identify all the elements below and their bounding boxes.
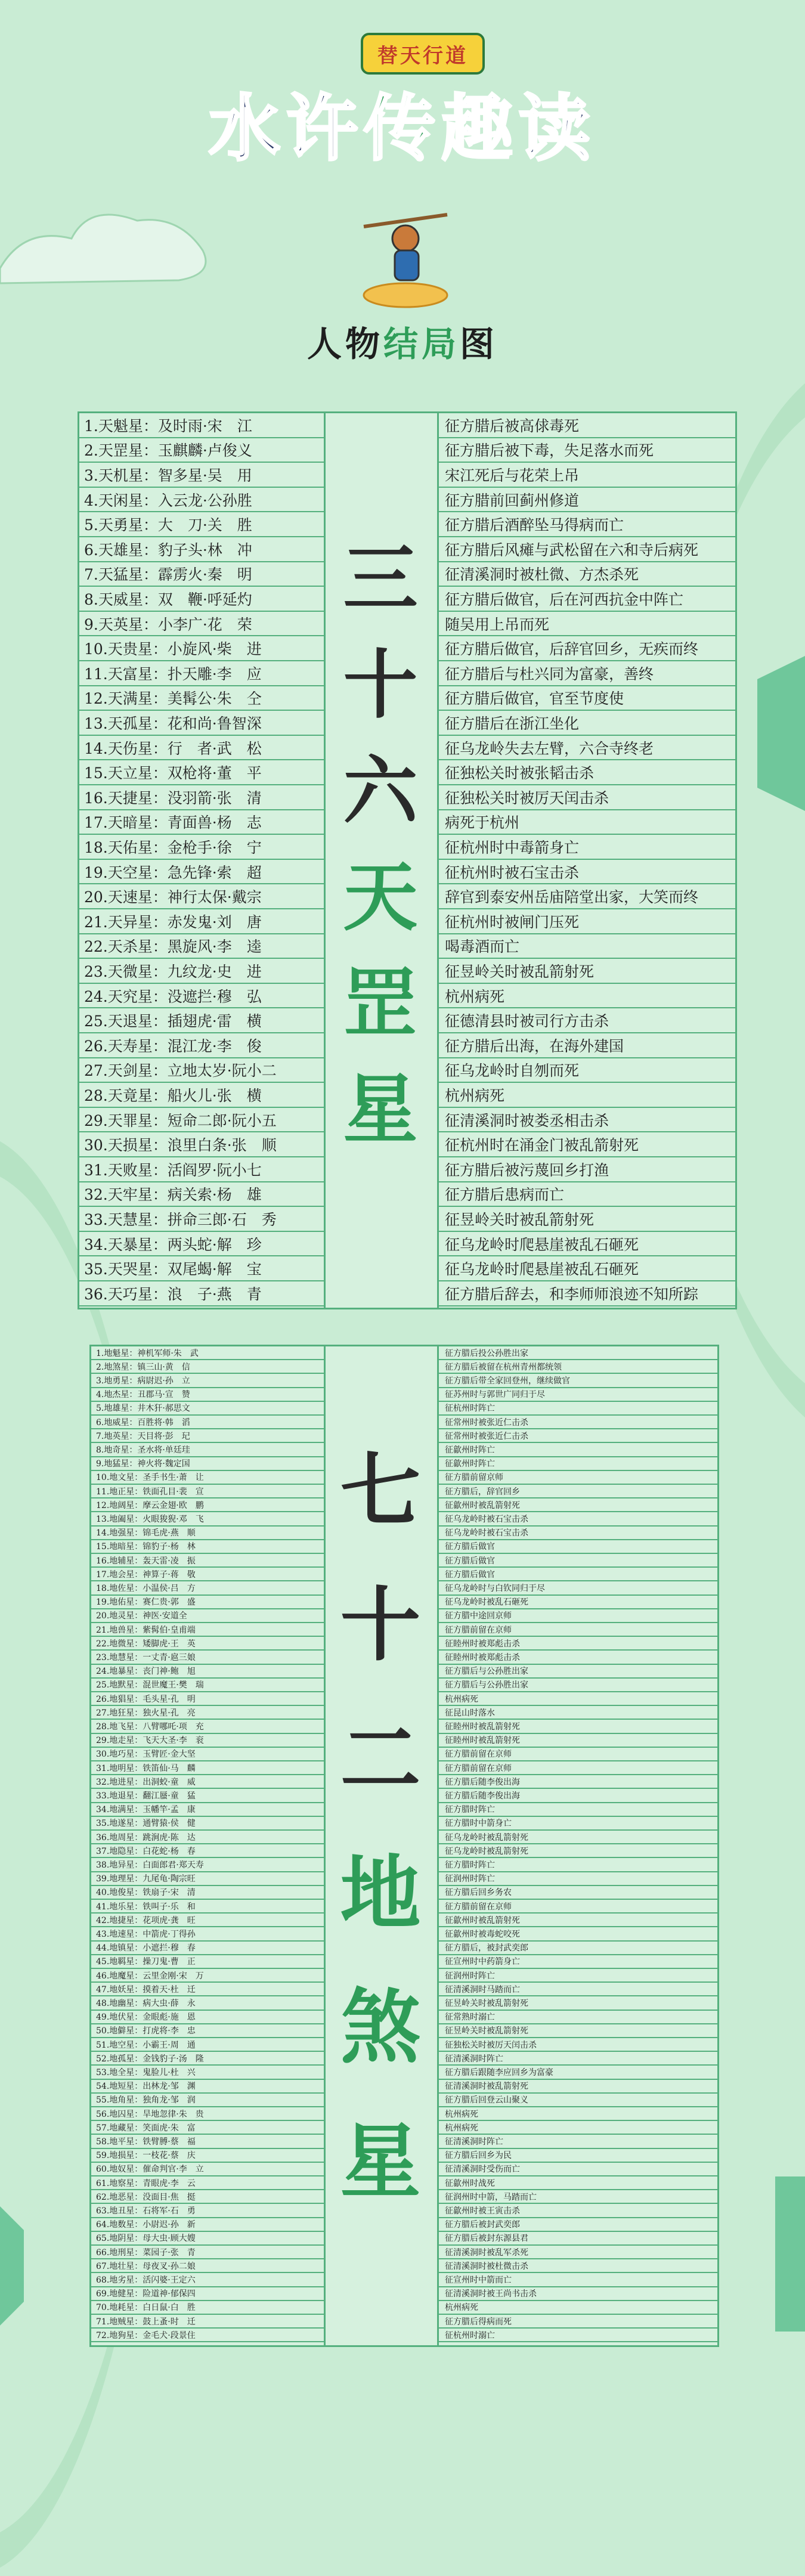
fate-cell: 征润州时阵亡 (439, 1969, 717, 1983)
fate-cell: 杭州病死 (439, 2107, 717, 2121)
fate-cell: 征方腊后在浙江坐化 (439, 711, 735, 736)
fate-cell: 随吴用上吊而死 (439, 612, 735, 637)
fate-cell: 征昱岭关时被乱箭射死 (439, 1996, 717, 2010)
fate-cell: 征方腊后被留在杭州青州都统领 (439, 1360, 717, 1374)
fate-cell: 病死于杭州 (439, 810, 735, 835)
fate-cell: 征方腊后做官，后在河西抗金中阵亡 (439, 587, 735, 612)
name-cell: 30.地巧星：玉臂匠·金大坚 (91, 1748, 324, 1761)
fate-cell: 征方腊后被高俅毒死 (439, 413, 735, 438)
name-cell: 63.地丑星：石将军·石 勇 (91, 2204, 324, 2218)
table-divider (324, 1346, 326, 2345)
name-cell: 51.地空星：小霸王·周 通 (91, 2038, 324, 2052)
name-cell: 7.天猛星：霹雳火·秦 明 (79, 562, 324, 587)
name-cell: 1.天魁星：及时雨·宋 江 (79, 413, 324, 438)
fate-cell: 征清溪洞时阵亡 (439, 2135, 717, 2148)
fate-cell: 征方腊后做官 (439, 1540, 717, 1554)
name-cell: 40.地俊星：铁扇子·宋 清 (91, 1886, 324, 1900)
fate-cell: 征方腊前留在京师 (439, 1748, 717, 1761)
tiangang-big-label: 三 十 六 天 罡 星 (343, 536, 418, 1153)
name-cell: 46.地魔星：云里金刚·宋 万 (91, 1969, 324, 1983)
name-cell: 52.地孤星：金钱豹子·汤 隆 (91, 2052, 324, 2066)
name-cell: 33.地退星：翻江蜃·童 猛 (91, 1789, 324, 1803)
fate-cell: 征方腊后，辞官回乡 (439, 1485, 717, 1498)
name-cell: 37.地隐星：白花蛇·杨 春 (91, 1844, 324, 1858)
fate-cell: 征方腊前留在京师 (439, 1623, 717, 1637)
fate-cell: 征昆山时落水 (439, 1706, 717, 1720)
fate-cell: 征清溪洞时被王尚书击杀 (439, 2287, 717, 2301)
name-cell: 31.天败星：活阎罗·阮小七 (79, 1157, 324, 1182)
fate-cell: 征方腊后被污蔑回乡打渔 (439, 1157, 735, 1182)
name-cell: 65.地阴星：母大虫·顾大嫂 (91, 2232, 324, 2246)
tiangang-table (78, 411, 737, 1309)
fate-cell: 征方腊后跟随李应回乡为富豪 (439, 2066, 717, 2079)
fate-cell: 征方腊时阵亡 (439, 1858, 717, 1872)
fate-cell: 征方腊后做官 (439, 1554, 717, 1568)
name-cell: 13.地阖星：火眼狻猊·邓 飞 (91, 1512, 324, 1526)
name-cell: 15.天立星：双枪将·董 平 (79, 760, 324, 785)
name-cell: 72.地狗星：金毛犬·段景住 (91, 2329, 324, 2342)
name-cell: 10.天贵星：小旋风·柴 进 (79, 636, 324, 661)
fate-cell: 征方腊后被封武奕郎 (439, 2218, 717, 2232)
disha-big-label: 七 十 二 地 煞 星 (340, 1444, 421, 2209)
fate-cell: 征清溪洞时被乱军杀死 (439, 2246, 717, 2259)
fate-cell: 征方腊中途回京师 (439, 1609, 717, 1623)
name-cell: 25.地默星：混世魔王·樊 瑞 (91, 1679, 324, 1692)
fate-cell: 征杭州时中毒箭身亡 (439, 835, 735, 860)
fate-cell: 征独松关时被张韬击杀 (439, 760, 735, 785)
name-cell: 28.天竟星：船火儿·张 横 (79, 1083, 324, 1108)
fate-cell: 征方腊后随李俊出海 (439, 1789, 717, 1803)
fate-cell: 征方腊后带全家回登州，继续做官 (439, 1374, 717, 1388)
name-cell: 54.地短星：出林龙·邹 渊 (91, 2080, 324, 2094)
name-cell: 33.天慧星：拼命三郎·石 秀 (79, 1207, 324, 1232)
fate-cell: 征方腊前留在京师 (439, 1900, 717, 1914)
fate-cell: 征乌龙岭时被乱箭射死 (439, 1831, 717, 1844)
name-cell: 34.地满星：玉幡竿·孟 康 (91, 1803, 324, 1817)
fate-cell: 征杭州时溺亡 (439, 2329, 717, 2342)
fate-cell: 征苏州时与郭世广同归于尽 (439, 1388, 717, 1402)
name-cell: 68.地劣星：活闪婆·王定六 (91, 2273, 324, 2287)
name-cell: 55.地角星：独角龙·邹 润 (91, 2094, 324, 2107)
name-cell: 22.天杀星：黑旋风·李 逵 (79, 934, 324, 959)
fate-cell: 杭州病死 (439, 2121, 717, 2135)
fate-cell: 杭州病死 (439, 1692, 717, 1706)
disha-table (89, 1345, 719, 2347)
fate-cell: 征杭州时阵亡 (439, 1402, 717, 1416)
fate-cell: 征方腊后回登云山聚义 (439, 2094, 717, 2107)
name-cell: 66.地刑星：菜园子·张 青 (91, 2246, 324, 2259)
fate-cell: 征清溪洞时被乱箭射死 (439, 2080, 717, 2094)
name-cell: 6.地威星：百胜将·韩 滔 (91, 1416, 324, 1429)
fate-cell: 征宣州时中药箭身亡 (439, 1955, 717, 1969)
name-cell: 2.地煞星：镇三山·黄 信 (91, 1360, 324, 1374)
fate-cell: 征清溪洞时被娄丞相击杀 (439, 1108, 735, 1133)
name-cell: 38.地异星：白面郎君·郑天寿 (91, 1858, 324, 1872)
badge-banner: 替天行道 (361, 33, 485, 75)
fate-cell: 征方腊后酒醉坠马得病而亡 (439, 512, 735, 537)
fate-cell: 征清溪洞时被杜微击杀 (439, 2259, 717, 2273)
name-cell: 57.地藏星：笑面虎·朱 富 (91, 2121, 324, 2135)
name-cell: 67.地壮星：母夜叉·孙二娘 (91, 2259, 324, 2273)
name-cell: 42.地捷星：花项虎·龚 旺 (91, 1914, 324, 1927)
fate-cell: 征乌龙岭时爬悬崖被乱石砸死 (439, 1232, 735, 1257)
fate-cell: 征歙州时阵亡 (439, 1457, 717, 1471)
fate-cell: 征方腊后与公孙胜出家 (439, 1665, 717, 1679)
name-cell: 12.地阔星：摩云金翅·欧 鹏 (91, 1498, 324, 1512)
name-cell: 45.地羁星：操刀鬼·曹 正 (91, 1955, 324, 1969)
name-cell: 7.地英星：天目将·彭 玘 (91, 1429, 324, 1443)
name-cell: 39.地理星：九尾龟·陶宗旺 (91, 1872, 324, 1886)
fate-cell: 征杭州时被闸门压死 (439, 909, 735, 934)
fate-cell: 征清溪洞时阵亡 (439, 2052, 717, 2066)
name-cell: 4.地杰星：丑郡马·宣 赞 (91, 1388, 324, 1402)
name-cell: 10.地文星：圣手书生·萧 让 (91, 1471, 324, 1485)
decor-strip-bottom-right (775, 2176, 805, 2332)
name-cell: 32.地进星：出洞蛟·童 威 (91, 1775, 324, 1789)
fate-cell: 征方腊时中箭身亡 (439, 1817, 717, 1831)
page-header (0, 0, 805, 388)
name-cell: 44.地镇星：小遮拦·穆 春 (91, 1942, 324, 1955)
name-cell: 16.天捷星：没羽箭·张 清 (79, 785, 324, 810)
fate-cell: 征清溪洞时被杜微、方杰杀死 (439, 562, 735, 587)
name-cell: 14.地强星：锦毛虎·燕 顺 (91, 1527, 324, 1540)
name-cell: 70.地耗星：白日鼠·白 胜 (91, 2301, 324, 2315)
fate-cell: 征方腊后辞去，和李师师浪迹不知所踪 (439, 1281, 735, 1306)
fate-cell: 征昱岭关时被乱箭射死 (439, 959, 735, 984)
name-cell: 27.天剑星：立地太岁·阮小二 (79, 1058, 324, 1083)
fate-cell: 征乌龙岭时自刎而死 (439, 1058, 735, 1083)
name-cell: 41.地乐星：铁叫子·乐 和 (91, 1900, 324, 1914)
name-cell: 24.地暴星：丧门神·鲍 旭 (91, 1665, 324, 1679)
name-cell: 49.地伏星：金眼彪·施 恩 (91, 2011, 324, 2024)
fate-cell: 征方腊后患病而亡 (439, 1182, 735, 1208)
fate-cell: 征方腊后回乡为民 (439, 2149, 717, 2163)
fate-cell: 征睦州时被郑彪击杀 (439, 1651, 717, 1664)
fate-cell: 征乌龙岭时与白钦同归于尽 (439, 1581, 717, 1595)
name-cell: 71.地贼星：鼓上蚤·时 迁 (91, 2315, 324, 2329)
page-subtitle: 人物结局图 (306, 324, 499, 364)
fate-cell: 征德清县时被司行方击杀 (439, 1008, 735, 1033)
name-cell: 22.地微星：矮脚虎·王 英 (91, 1637, 324, 1651)
name-cell: 21.天异星：赤发鬼·刘 唐 (79, 909, 324, 934)
page-title: 水许传趣读 (209, 88, 596, 171)
fate-cell: 征方腊前回蓟州修道 (439, 488, 735, 513)
name-cell: 20.天速星：神行太保·戴宗 (79, 884, 324, 909)
fate-cell: 征乌龙岭时被石宝击杀 (439, 1527, 717, 1540)
name-cell: 11.天富星：扑天雕·李 应 (79, 661, 324, 686)
fate-cell: 征昱岭关时被乱箭射死 (439, 2024, 717, 2038)
name-cell: 35.地遂星：通臂猿·侯 健 (91, 1817, 324, 1831)
name-cell: 25.天退星：插翅虎·雷 横 (79, 1008, 324, 1033)
name-cell: 3.地勇星：病尉迟·孙 立 (91, 1374, 324, 1388)
name-cell: 3.天机星：智多星·吴 用 (79, 463, 324, 488)
fate-cell: 征睦州时被郑彪击杀 (439, 1637, 717, 1651)
fate-cell: 征乌龙岭时被石宝击杀 (439, 1512, 717, 1526)
name-cell: 36.天巧星：浪 子·燕 青 (79, 1281, 324, 1306)
fate-cell: 杭州病死 (439, 1083, 735, 1108)
name-cell: 17.天暗星：青面兽·杨 志 (79, 810, 324, 835)
name-cell: 19.天空星：急先锋·索 超 (79, 860, 324, 885)
name-cell: 17.地会星：神算子·蒋 敬 (91, 1568, 324, 1581)
name-cell: 64.地数星：小尉迟·孙 新 (91, 2218, 324, 2232)
fate-cell: 征方腊后风瘫与武松留在六和寺后病死 (439, 537, 735, 562)
name-cell: 23.天微星：九纹龙·史 进 (79, 959, 324, 984)
name-cell: 5.天勇星：大 刀·关 胜 (79, 512, 324, 537)
fate-cell: 杭州病死 (439, 984, 735, 1009)
fate-cell: 征歙州时阵亡 (439, 1443, 717, 1457)
fate-cell: 征常熟时溺亡 (439, 2011, 717, 2024)
fate-cell: 征歙州时被乱箭射死 (439, 1498, 717, 1512)
fate-cell: 征方腊后做官，后辞官回乡，无疾而终 (439, 636, 735, 661)
name-cell: 19.地佑星：赛仁贵·郭 盛 (91, 1596, 324, 1609)
name-cell: 13.天孤星：花和尚·鲁智深 (79, 711, 324, 736)
fate-cell: 征睦州时被乱箭射死 (439, 1720, 717, 1733)
cloud-decoration (0, 179, 215, 298)
name-cell: 18.地佐星：小温侯·吕 方 (91, 1581, 324, 1595)
name-cell: 62.地恶星：没面目·焦 挺 (91, 2190, 324, 2204)
name-cell: 69.地健星：险道神·郁保四 (91, 2287, 324, 2301)
fate-cell: 征方腊后做官，官至节度使 (439, 686, 735, 711)
fate-cell: 征乌龙岭失去左臂，六合寺终老 (439, 736, 735, 761)
name-cell: 8.地奇星：圣水将·单廷珪 (91, 1443, 324, 1457)
name-cell: 8.天威星：双 鞭·呼延灼 (79, 587, 324, 612)
fate-cell: 征独松关时被厉天闰击杀 (439, 785, 735, 810)
fate-cell: 征润州时中箭，马踏而亡 (439, 2190, 717, 2204)
name-cell: 27.地狂星：独火星·孔 亮 (91, 1706, 324, 1720)
name-cell: 26.地猖星：毛头星·孔 明 (91, 1692, 324, 1706)
fate-cell: 征方腊后得病而死 (439, 2315, 717, 2329)
fate-cell: 征方腊前留京师 (439, 1471, 717, 1485)
name-cell: 29.地走星：飞天大圣·李 衮 (91, 1734, 324, 1748)
fate-cell: 征方腊后被下毒，失足落水而死 (439, 438, 735, 463)
fate-cell: 征杭州时被石宝击杀 (439, 860, 735, 885)
monkey-king-figure (358, 209, 453, 310)
fate-cell: 征杭州时在涌金门被乱箭射死 (439, 1132, 735, 1157)
name-cell: 20.地灵星：神医·安道全 (91, 1609, 324, 1623)
name-cell: 29.天罪星：短命二郎·阮小五 (79, 1108, 324, 1133)
fate-cell: 征乌龙岭时被乱箭射死 (439, 1844, 717, 1858)
name-cell: 35.天哭星：双尾蝎·解 宝 (79, 1256, 324, 1281)
name-cell: 4.天闲星：入云龙·公孙胜 (79, 488, 324, 513)
name-cell: 21.地兽星：紫髯伯·皇甫端 (91, 1623, 324, 1637)
fate-cell: 征歙州时被毒蛇咬死 (439, 1927, 717, 1941)
name-cell: 30.天损星：浪里白条·张 顺 (79, 1132, 324, 1157)
name-cell: 53.地全星：鬼脸儿·杜 兴 (91, 2066, 324, 2079)
fate-cell: 征方腊后被封东源县君 (439, 2232, 717, 2246)
fate-cell: 征歙州时战死 (439, 2176, 717, 2190)
fate-cell: 征方腊后投公孙胜出家 (439, 1346, 717, 1360)
decor-strip-top-right (757, 656, 805, 811)
fate-cell: 征方腊后与公孙胜出家 (439, 1679, 717, 1692)
fate-cell: 征方腊后随李俊出海 (439, 1775, 717, 1789)
name-cell: 47.地妖星：摸着天·杜 迁 (91, 1983, 324, 1996)
name-cell: 34.天暴星：两头蛇·解 珍 (79, 1232, 324, 1257)
name-cell: 43.地速星：中箭虎·丁得孙 (91, 1927, 324, 1941)
name-cell: 28.地飞星：八臂哪吒·项 充 (91, 1720, 324, 1733)
fate-cell: 征独松关时被厉天闰击杀 (439, 2038, 717, 2052)
fate-cell: 喝毒酒而亡 (439, 934, 735, 959)
name-cell: 36.地周星：跳涧虎·陈 达 (91, 1831, 324, 1844)
fate-cell: 征常州时被张近仁击杀 (439, 1416, 717, 1429)
name-cell: 9.天英星：小李广·花 荣 (79, 612, 324, 637)
name-cell: 15.地暗星：锦豹子·杨 林 (91, 1540, 324, 1554)
fate-cell: 征方腊后做官 (439, 1568, 717, 1581)
fate-cell: 征宣州时中箭而亡 (439, 2273, 717, 2287)
name-cell: 14.天伤星：行 者·武 松 (79, 736, 324, 761)
fate-cell: 征睦州时被乱箭射死 (439, 1734, 717, 1748)
name-cell: 2.天罡星：玉麒麟·卢俊义 (79, 438, 324, 463)
name-cell: 16.地辅星：轰天雷·凌 振 (91, 1554, 324, 1568)
name-cell: 1.地魁星：神机军师·朱 武 (91, 1346, 324, 1360)
name-cell: 56.地囚星：旱地忽律·朱 贵 (91, 2107, 324, 2121)
fate-cell: 征歙州时被乱箭射死 (439, 1914, 717, 1927)
fate-cell: 征歙州时被王寅击杀 (439, 2204, 717, 2218)
fate-cell: 杭州病死 (439, 2301, 717, 2315)
fate-cell: 征乌龙岭时爬悬崖被乱石砸死 (439, 1256, 735, 1281)
fate-cell: 征方腊后与杜兴同为富豪，善终 (439, 661, 735, 686)
name-cell: 32.天牢星：病关索·杨 雄 (79, 1182, 324, 1208)
fate-cell: 宋江死后与花荣上吊 (439, 463, 735, 488)
fate-cell: 征清溪洞时受伤而亡 (439, 2163, 717, 2176)
table-divider (324, 413, 326, 1308)
name-cell: 5.地雄星：井木犴·郝思文 (91, 1402, 324, 1416)
name-cell: 18.天佑星：金枪手·徐 宁 (79, 835, 324, 860)
fate-cell: 征昱岭关时被乱箭射死 (439, 1207, 735, 1232)
name-cell: 23.地慧星：一丈青·扈三娘 (91, 1651, 324, 1664)
name-cell: 6.天雄星：豹子头·林 冲 (79, 537, 324, 562)
name-cell: 12.天满星：美髯公·朱 仝 (79, 686, 324, 711)
name-cell: 60.地奴星：催命判官·李 立 (91, 2163, 324, 2176)
name-cell: 59.地损星：一枝花·蔡 庆 (91, 2149, 324, 2163)
fate-cell: 征方腊后，被封武奕郎 (439, 1942, 717, 1955)
name-cell: 58.地平星：铁臂膊·蔡 福 (91, 2135, 324, 2148)
fate-cell: 辞官到泰安州岳庙陪堂出家，大笑而终 (439, 884, 735, 909)
name-cell: 9.地猛星：神火将·魏定国 (91, 1457, 324, 1471)
name-cell: 61.地察星：青眼虎·李 云 (91, 2176, 324, 2190)
fate-cell: 征常州时被张近仁击杀 (439, 1429, 717, 1443)
fate-cell: 征乌龙岭时被乱石砸死 (439, 1596, 717, 1609)
fate-cell: 征方腊后出海，在海外建国 (439, 1033, 735, 1058)
name-cell: 31.地明星：铁笛仙·马 麟 (91, 1761, 324, 1775)
name-cell: 24.天究星：没遮拦·穆 弘 (79, 984, 324, 1009)
name-cell: 26.天寿星：混江龙·李 俊 (79, 1033, 324, 1058)
name-cell: 48.地幽星：病大虫·薛 永 (91, 1996, 324, 2010)
fate-cell: 征方腊前留在京师 (439, 1761, 717, 1775)
fate-cell: 征方腊后回乡务农 (439, 1886, 717, 1900)
fate-cell: 征方腊时阵亡 (439, 1803, 717, 1817)
name-cell: 50.地僻星：打虎将·李 忠 (91, 2024, 324, 2038)
fate-cell: 征清溪洞时马踏而亡 (439, 1983, 717, 1996)
name-cell: 11.地正星：铁面孔目·裴 宣 (91, 1485, 324, 1498)
fate-cell: 征润州时阵亡 (439, 1872, 717, 1886)
